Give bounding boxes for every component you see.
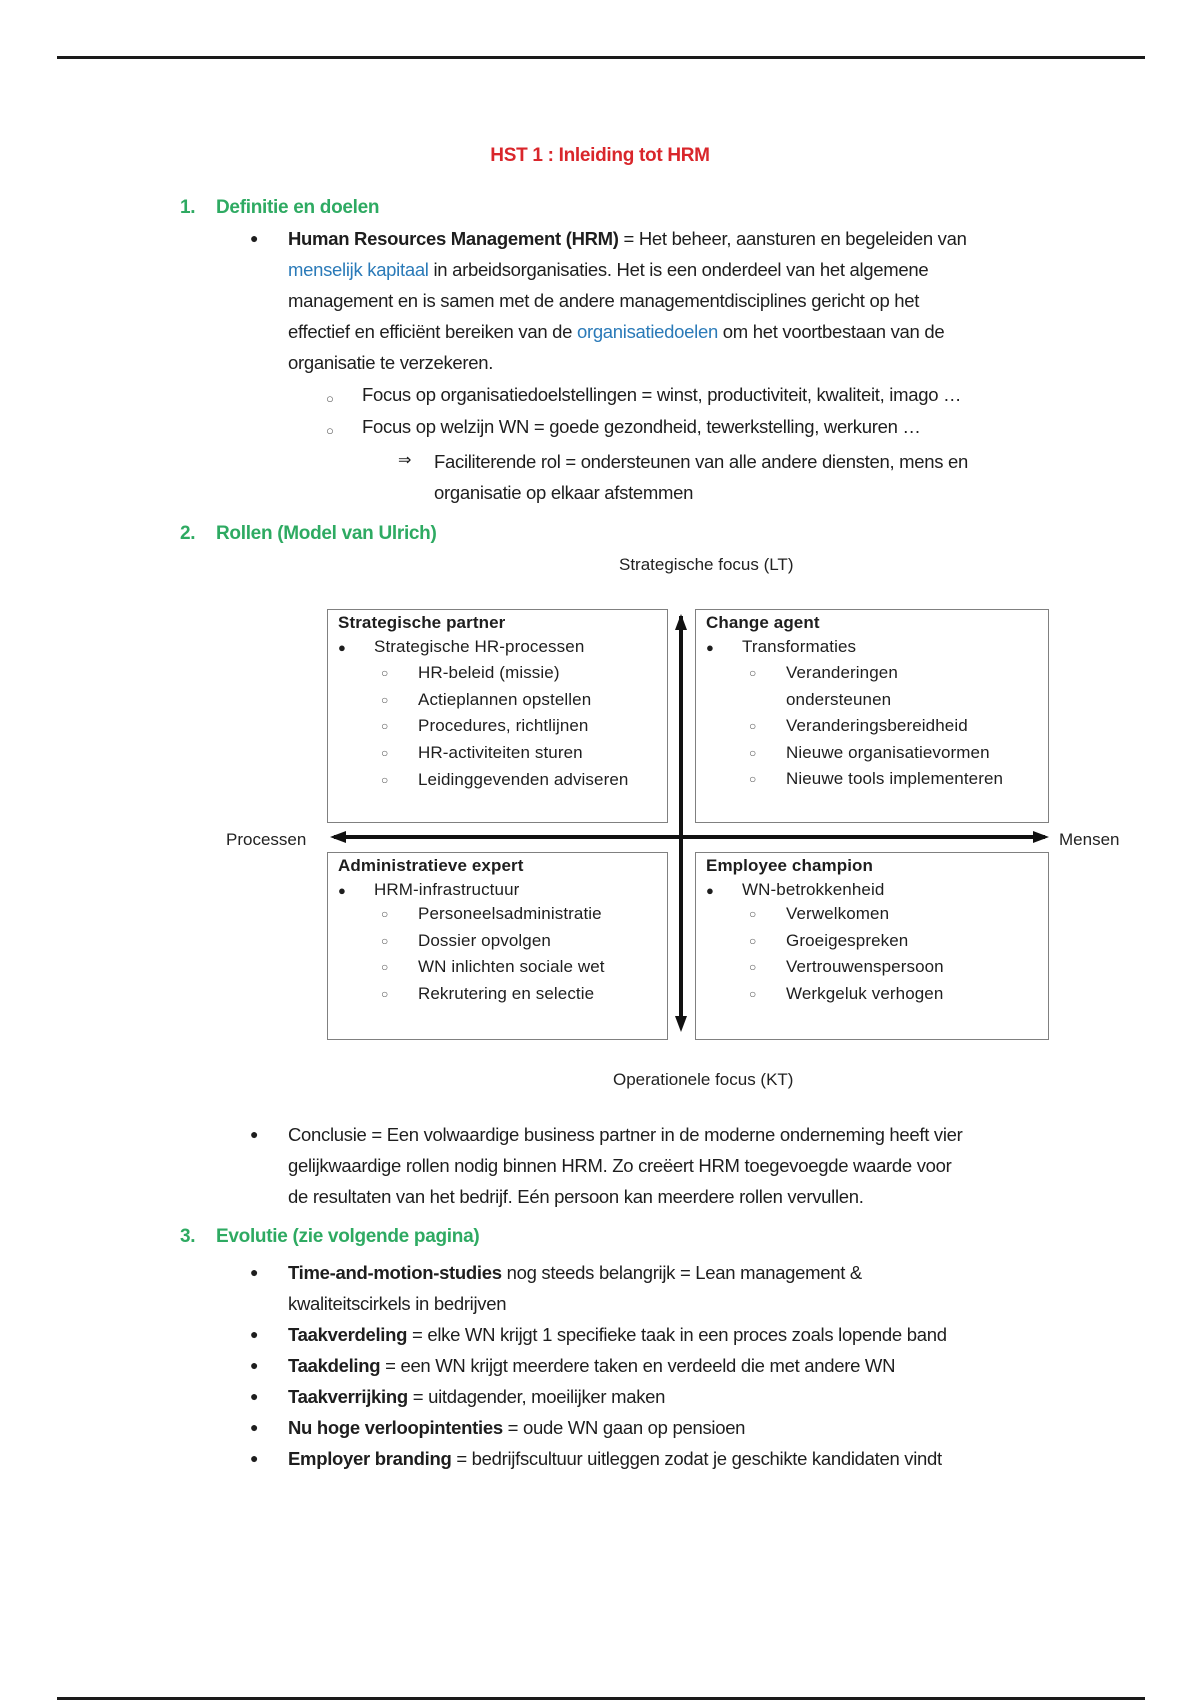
circle-bullet-icon: ○ — [326, 391, 334, 406]
evolutie-item — [288, 1350, 1148, 1381]
axis-label-bottom: Operationele focus (KT) — [613, 1070, 794, 1089]
circle-bullet-icon: ○ — [749, 907, 757, 921]
subitem: Focus op organisatiedoelstellingen = winst, productiviteit, kwaliteit, imago … — [362, 384, 962, 405]
quadrant-item: Veranderingsbereidheid — [786, 716, 968, 735]
arrow-left-icon — [330, 831, 346, 843]
quadrant-item: Werkgeluk verhogen — [786, 984, 944, 1003]
hrm-definition — [288, 223, 1088, 378]
text: = oude WN gaan op pensioen — [502, 1417, 746, 1438]
circle-bullet-icon: ○ — [381, 960, 389, 974]
bullet-icon: ● — [338, 640, 346, 655]
quadrant-item: WN inlichten sociale wet — [418, 957, 605, 976]
axis-label-top: Strategische focus (LT) — [619, 555, 794, 574]
bullet-icon: ● — [706, 883, 714, 898]
quadrant-title: Strategische partner — [338, 613, 506, 632]
circle-bullet-icon: ○ — [749, 746, 757, 760]
circle-bullet-icon: ○ — [381, 987, 389, 1001]
quadrant-item: Verwelkomen — [786, 904, 890, 923]
bullet-icon: ● — [250, 1264, 259, 1280]
evolutie-item — [288, 1257, 1108, 1319]
circle-bullet-icon: ○ — [749, 987, 757, 1001]
circle-bullet-icon: ○ — [749, 934, 757, 948]
quadrant-bullet: HRM-infrastructuur — [374, 880, 520, 899]
quadrant-item: Nieuwe organisatievormen — [786, 743, 990, 762]
quadrant-item: Nieuwe tools implementeren — [786, 769, 1004, 788]
section-heading-text: Definitie en doelen — [216, 197, 380, 218]
quadrant-item: Veranderingen — [786, 663, 898, 682]
circle-bullet-icon: ○ — [749, 772, 757, 786]
header-rule — [57, 56, 1145, 59]
circle-bullet-icon: ○ — [381, 666, 389, 680]
text: = een WN krijgt meerdere taken en verdeeld die met andere WN — [380, 1355, 896, 1376]
quadrant-title: Administratieve expert — [338, 856, 524, 875]
circle-bullet-icon: ○ — [326, 423, 334, 438]
page-title: HST 1 : Inleiding tot HRM — [490, 145, 710, 166]
arrow-down-icon — [675, 1016, 687, 1032]
subitem: Focus op welzijn WN = goede gezondheid, tewerkstelling, werkuren … — [362, 416, 921, 437]
arrow-right-icon — [1033, 831, 1049, 843]
horizontal-axis-arrow — [330, 831, 1049, 843]
circle-bullet-icon: ○ — [381, 693, 389, 707]
text: Conclusie = Een volwaardige business partner in de moderne onderneming heeft vier — [288, 1124, 963, 1145]
section-heading-1 — [180, 197, 379, 219]
circle-bullet-icon: ○ — [381, 907, 389, 921]
text: gelijkwaardige rollen nodig binnen HRM. Zo creëert HRM toegevoegde waarde voor — [288, 1155, 952, 1176]
text: kwaliteitscirkels in bedrijven — [288, 1293, 507, 1314]
circle-bullet-icon: ○ — [749, 666, 757, 680]
implies-arrow-icon: ⇒ — [398, 452, 412, 469]
quadrant-item: Actieplannen opstellen — [418, 690, 592, 709]
quadrant-item: Vertrouwenspersoon — [786, 957, 944, 976]
section-heading-2 — [180, 523, 437, 545]
term: Time-and-motion-studies — [288, 1262, 502, 1283]
quadrant-bullet: Strategische HR-processen — [374, 637, 585, 656]
quadrant-item: Procedures, richtlijnen — [418, 716, 589, 735]
bullet-icon: ● — [250, 1326, 259, 1342]
evolutie-item — [288, 1381, 1148, 1412]
circle-bullet-icon: ○ — [381, 773, 389, 787]
bullet-icon: ● — [250, 1419, 259, 1435]
text: = bedrijfscultuur uitleggen zodat je geschikte kandidaten vindt — [451, 1448, 942, 1469]
circle-bullet-icon: ○ — [749, 719, 757, 733]
section-heading-text: Evolutie (zie volgende pagina) — [216, 1226, 480, 1247]
text: = elke WN krijgt 1 specifieke taak in een proces zoals lopende band — [407, 1324, 947, 1345]
term: Taakverrijking — [288, 1386, 408, 1407]
section-number: 2. — [180, 523, 196, 544]
term: Taakverdeling — [288, 1324, 408, 1345]
text: Faciliterende rol = ondersteunen van alle andere diensten, mens en — [434, 451, 969, 472]
section-heading-text: Rollen (Model van Ulrich) — [216, 523, 437, 544]
text: effectief en efficiënt bereiken van de — [288, 321, 573, 342]
evolutie-item — [288, 1319, 1148, 1350]
vertical-axis-arrow — [675, 614, 687, 1032]
text: = uitdagender, moeilijker maken — [407, 1386, 666, 1407]
bullet-icon: ● — [250, 1388, 259, 1404]
section-heading-3 — [180, 1226, 479, 1248]
bullet-icon: ● — [250, 1126, 259, 1142]
term: Taakdeling — [288, 1355, 381, 1376]
text: de resultaten van het bedrijf. Eén persoon kan meerdere rollen vervullen. — [288, 1186, 864, 1207]
quadrant-bullet: Transformaties — [742, 637, 857, 656]
bullet-icon: ● — [250, 1450, 259, 1466]
link-organisatiedoelen[interactable]: organisatiedoelen — [576, 321, 718, 342]
quadrant-item: Rekrutering en selectie — [418, 984, 595, 1003]
quadrant-item: HR-activiteiten sturen — [418, 743, 583, 762]
evolutie-item — [288, 1443, 1148, 1474]
link-menselijk-kapitaal[interactable]: menselijk kapitaal — [288, 259, 429, 280]
circle-bullet-icon: ○ — [381, 934, 389, 948]
section-number: 1. — [180, 197, 196, 218]
quadrant-item: Personeelsadministratie — [418, 904, 602, 923]
arrow-up-icon — [675, 614, 687, 630]
section-number: 3. — [180, 1226, 196, 1247]
quadrant-title: Change agent — [706, 613, 820, 632]
text: om het voortbestaan van de — [722, 321, 945, 342]
quadrant-item: Leidinggevenden adviseren — [418, 770, 629, 789]
text: in arbeidsorganisaties. Het is een onderdeel van het algemene — [433, 259, 929, 280]
quadrant-title: Employee champion — [706, 856, 874, 875]
rollen-conclusie — [288, 1119, 1108, 1212]
quadrant-item: Groeigespreken — [786, 931, 909, 950]
bullet-icon: ● — [250, 230, 259, 246]
axis-label-right: Mensen — [1059, 830, 1120, 849]
evolutie-item — [288, 1412, 1148, 1443]
quadrant-item: Dossier opvolgen — [418, 931, 551, 950]
text: management en is samen met de andere managementdisciplines gericht op het — [288, 290, 920, 311]
quadrant-item: HR-beleid (missie) — [418, 663, 560, 682]
quadrant-bullet: WN-betrokkenheid — [742, 880, 885, 899]
term: Nu hoge verloopintenties — [288, 1417, 503, 1438]
bullet-icon: ● — [250, 1357, 259, 1373]
text: organisatie op elkaar afstemmen — [434, 482, 694, 503]
axis-label-left: Processen — [226, 830, 307, 849]
ulrich-axes — [320, 600, 1060, 1040]
bullet-icon: ● — [706, 640, 714, 655]
term: Employer branding — [288, 1448, 452, 1469]
circle-bullet-icon: ○ — [381, 746, 389, 760]
text: = Het beheer, aansturen en begeleiden van — [618, 228, 967, 249]
quadrant-item-continued: ondersteunen — [786, 690, 892, 709]
bullet-icon: ● — [338, 883, 346, 898]
text: nog steeds belangrijk = Lean management & — [501, 1262, 862, 1283]
faciliterende-rol — [434, 446, 1114, 508]
circle-bullet-icon: ○ — [381, 719, 389, 733]
text: organisatie te verzekeren. — [288, 352, 494, 373]
circle-bullet-icon: ○ — [749, 960, 757, 974]
term: Human Resources Management (HRM) — [288, 228, 619, 249]
